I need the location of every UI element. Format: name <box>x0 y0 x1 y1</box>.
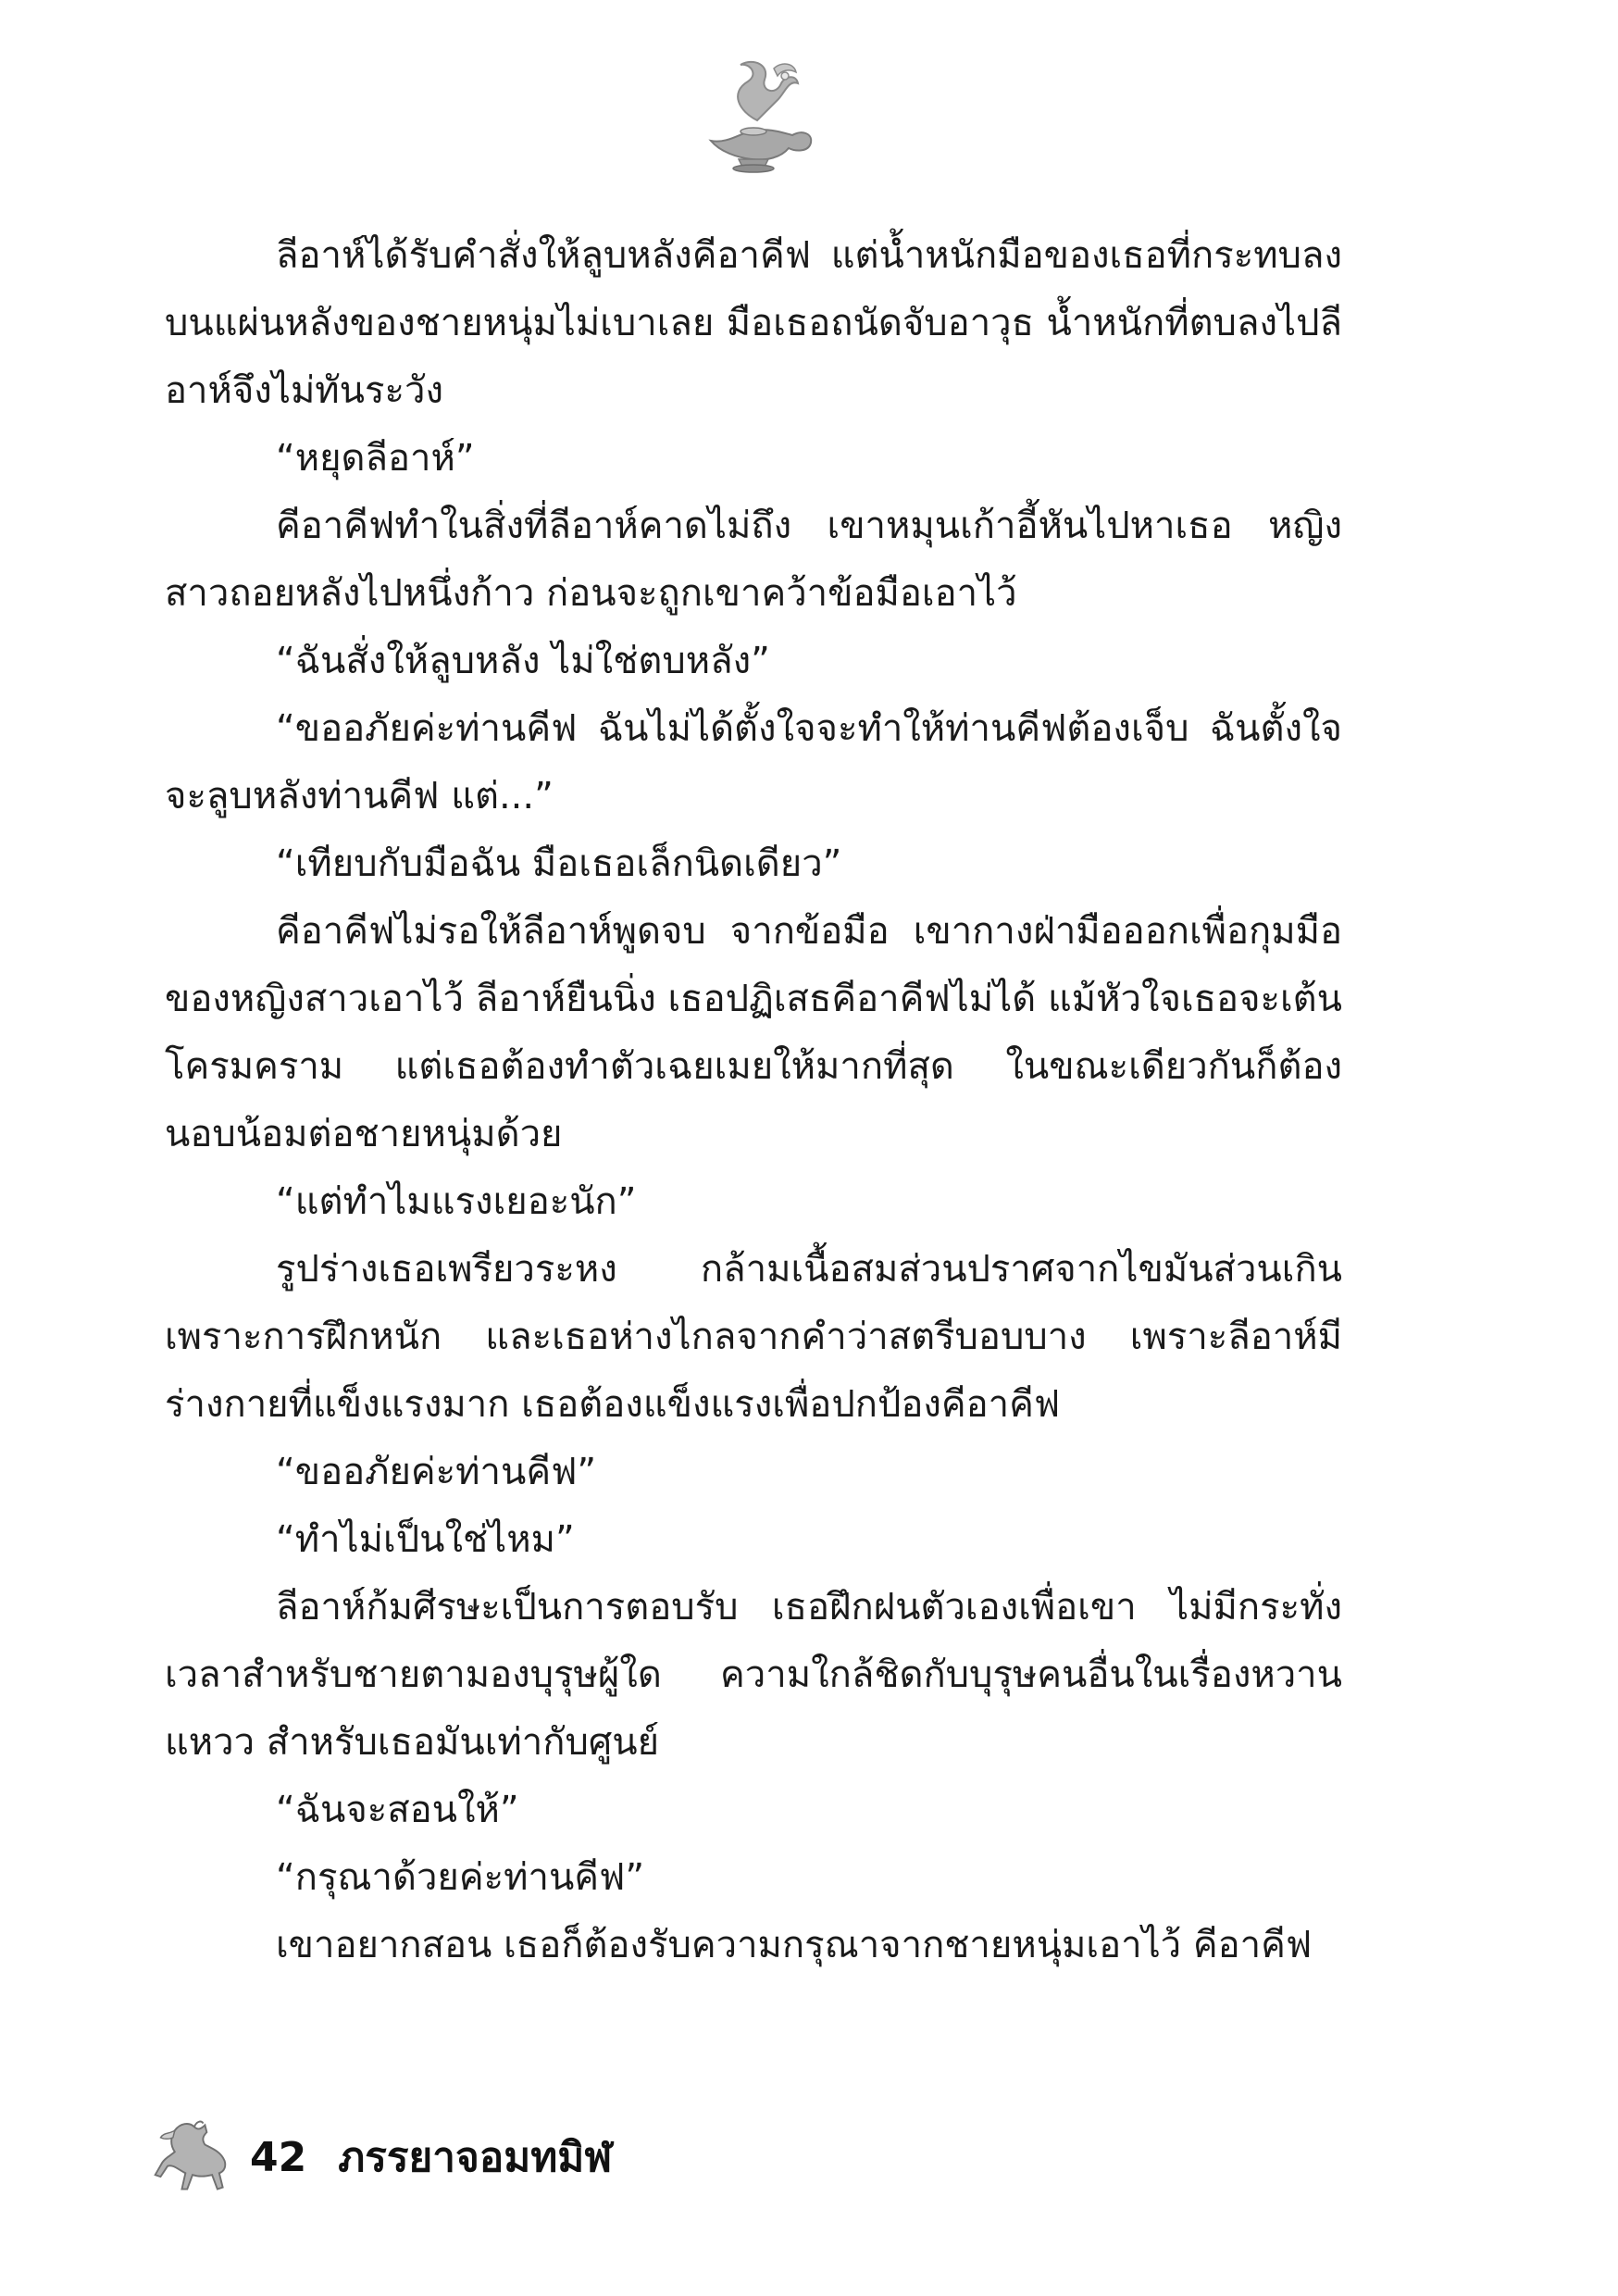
paragraph: ลีอาห์ได้รับคำสั่งให้ลูบหลังคีอาคีฟ แต่น้ำหนักมือของเธอที่กระทบลงบนแผ่นหลังของชายหนุ่มไม่เบาเลย มือเธอถนัดจับอาวุธ น้ำหนักที่ตบลงไปลีอาห์จึงไม่ทันระวัง <box>165 234 1342 412</box>
paragraph: ลีอาห์ก้มศีรษะเป็นการตอบรับ เธอฝึกฝนตัวเองเพื่อเขา ไม่มีกระทั่งเวลาสำหรับชายตามองบุรุษผู้ใด ความใกล้ชิดกับบุรุษคนอื่นในเรื่องหวานแหวว สำหรับเธอมันเท่ากับศูนย์ <box>165 1586 1342 1764</box>
dialogue-line: “ขออภัยค่ะท่านคีฟ ฉันไม่ได้ตั้งใจจะทำให้ท่านคีฟต้องเจ็บ ฉันตั้งใจจะลูบหลังท่านคีฟ แต่...” <box>165 707 1342 817</box>
body-text <box>165 222 1342 1979</box>
book-title: ภรรยาจอมทมิฬ <box>338 2134 613 2181</box>
horse-icon <box>148 2113 237 2202</box>
dialogue-line: “แต่ทำไมแรงเยอะนัก” <box>276 1180 637 1223</box>
paragraph: เขาอยากสอน เธอก็ต้องรับความกรุณาจากชายหนุ่มเอาไว้ คีอาคีฟ <box>276 1924 1313 1966</box>
dialogue-line: “ฉันจะสอนให้” <box>276 1789 519 1831</box>
genie-lamp-icon <box>692 56 822 176</box>
paragraph: คีอาคีฟทำในสิ่งที่ลีอาห์คาดไม่ถึง เขาหมุนเก้าอี้หันไปหาเธอ หญิงสาวถอยหลังไปหนึ่งก้าว ก่อนจะถูกเขาคว้าข้อมือเอาไว้ <box>165 505 1342 615</box>
dialogue-line: “หยุดลีอาห์” <box>276 437 475 480</box>
dialogue-line: “กรุณาด้วยค่ะท่านคีฟ” <box>276 1856 645 1899</box>
dialogue-line: “ขออภัยค่ะท่านคีฟ” <box>276 1451 597 1493</box>
page-footer <box>148 2111 796 2203</box>
page-number: 42 <box>250 2133 307 2181</box>
paragraph: รูปร่างเธอเพรียวระหง กล้ามเนื้อสมส่วนปราศจากไขมันส่วนเกินเพราะการฝึกหนัก และเธอห่างไกลจากคำว่าสตรีบอบบาง เพราะลีอาห์มีร่างกายที่แข็งแรงมาก เธอต้องแข็งแรงเพื่อปกป้องคีอาคีฟ <box>165 1248 1342 1426</box>
dialogue-line: “ทำไม่เป็นใช่ไหม” <box>276 1518 575 1561</box>
paragraph: คีอาคีฟไม่รอให้ลีอาห์พูดจบ จากข้อมือ เขากางฝ่ามือออกเพื่อกุมมือของหญิงสาวเอาไว้ ลีอาห์ยืนนิ่ง เธอปฏิเสธคีอาคีฟไม่ได้ แม้หัวใจเธอจะเต้นโครมคราม แต่เธอต้องทำตัวเฉยเมยให้มากที่สุด ในขณะเดียวกันก็ต้องนอบน้อมต่อชายหนุ่มด้วย <box>165 910 1342 1155</box>
dialogue-line: “เทียบกับมือฉัน มือเธอเล็กนิดเดียว” <box>276 842 842 885</box>
dialogue-line: “ฉันสั่งให้ลูบหลัง ไม่ใช่ตบหลัง” <box>276 640 770 682</box>
